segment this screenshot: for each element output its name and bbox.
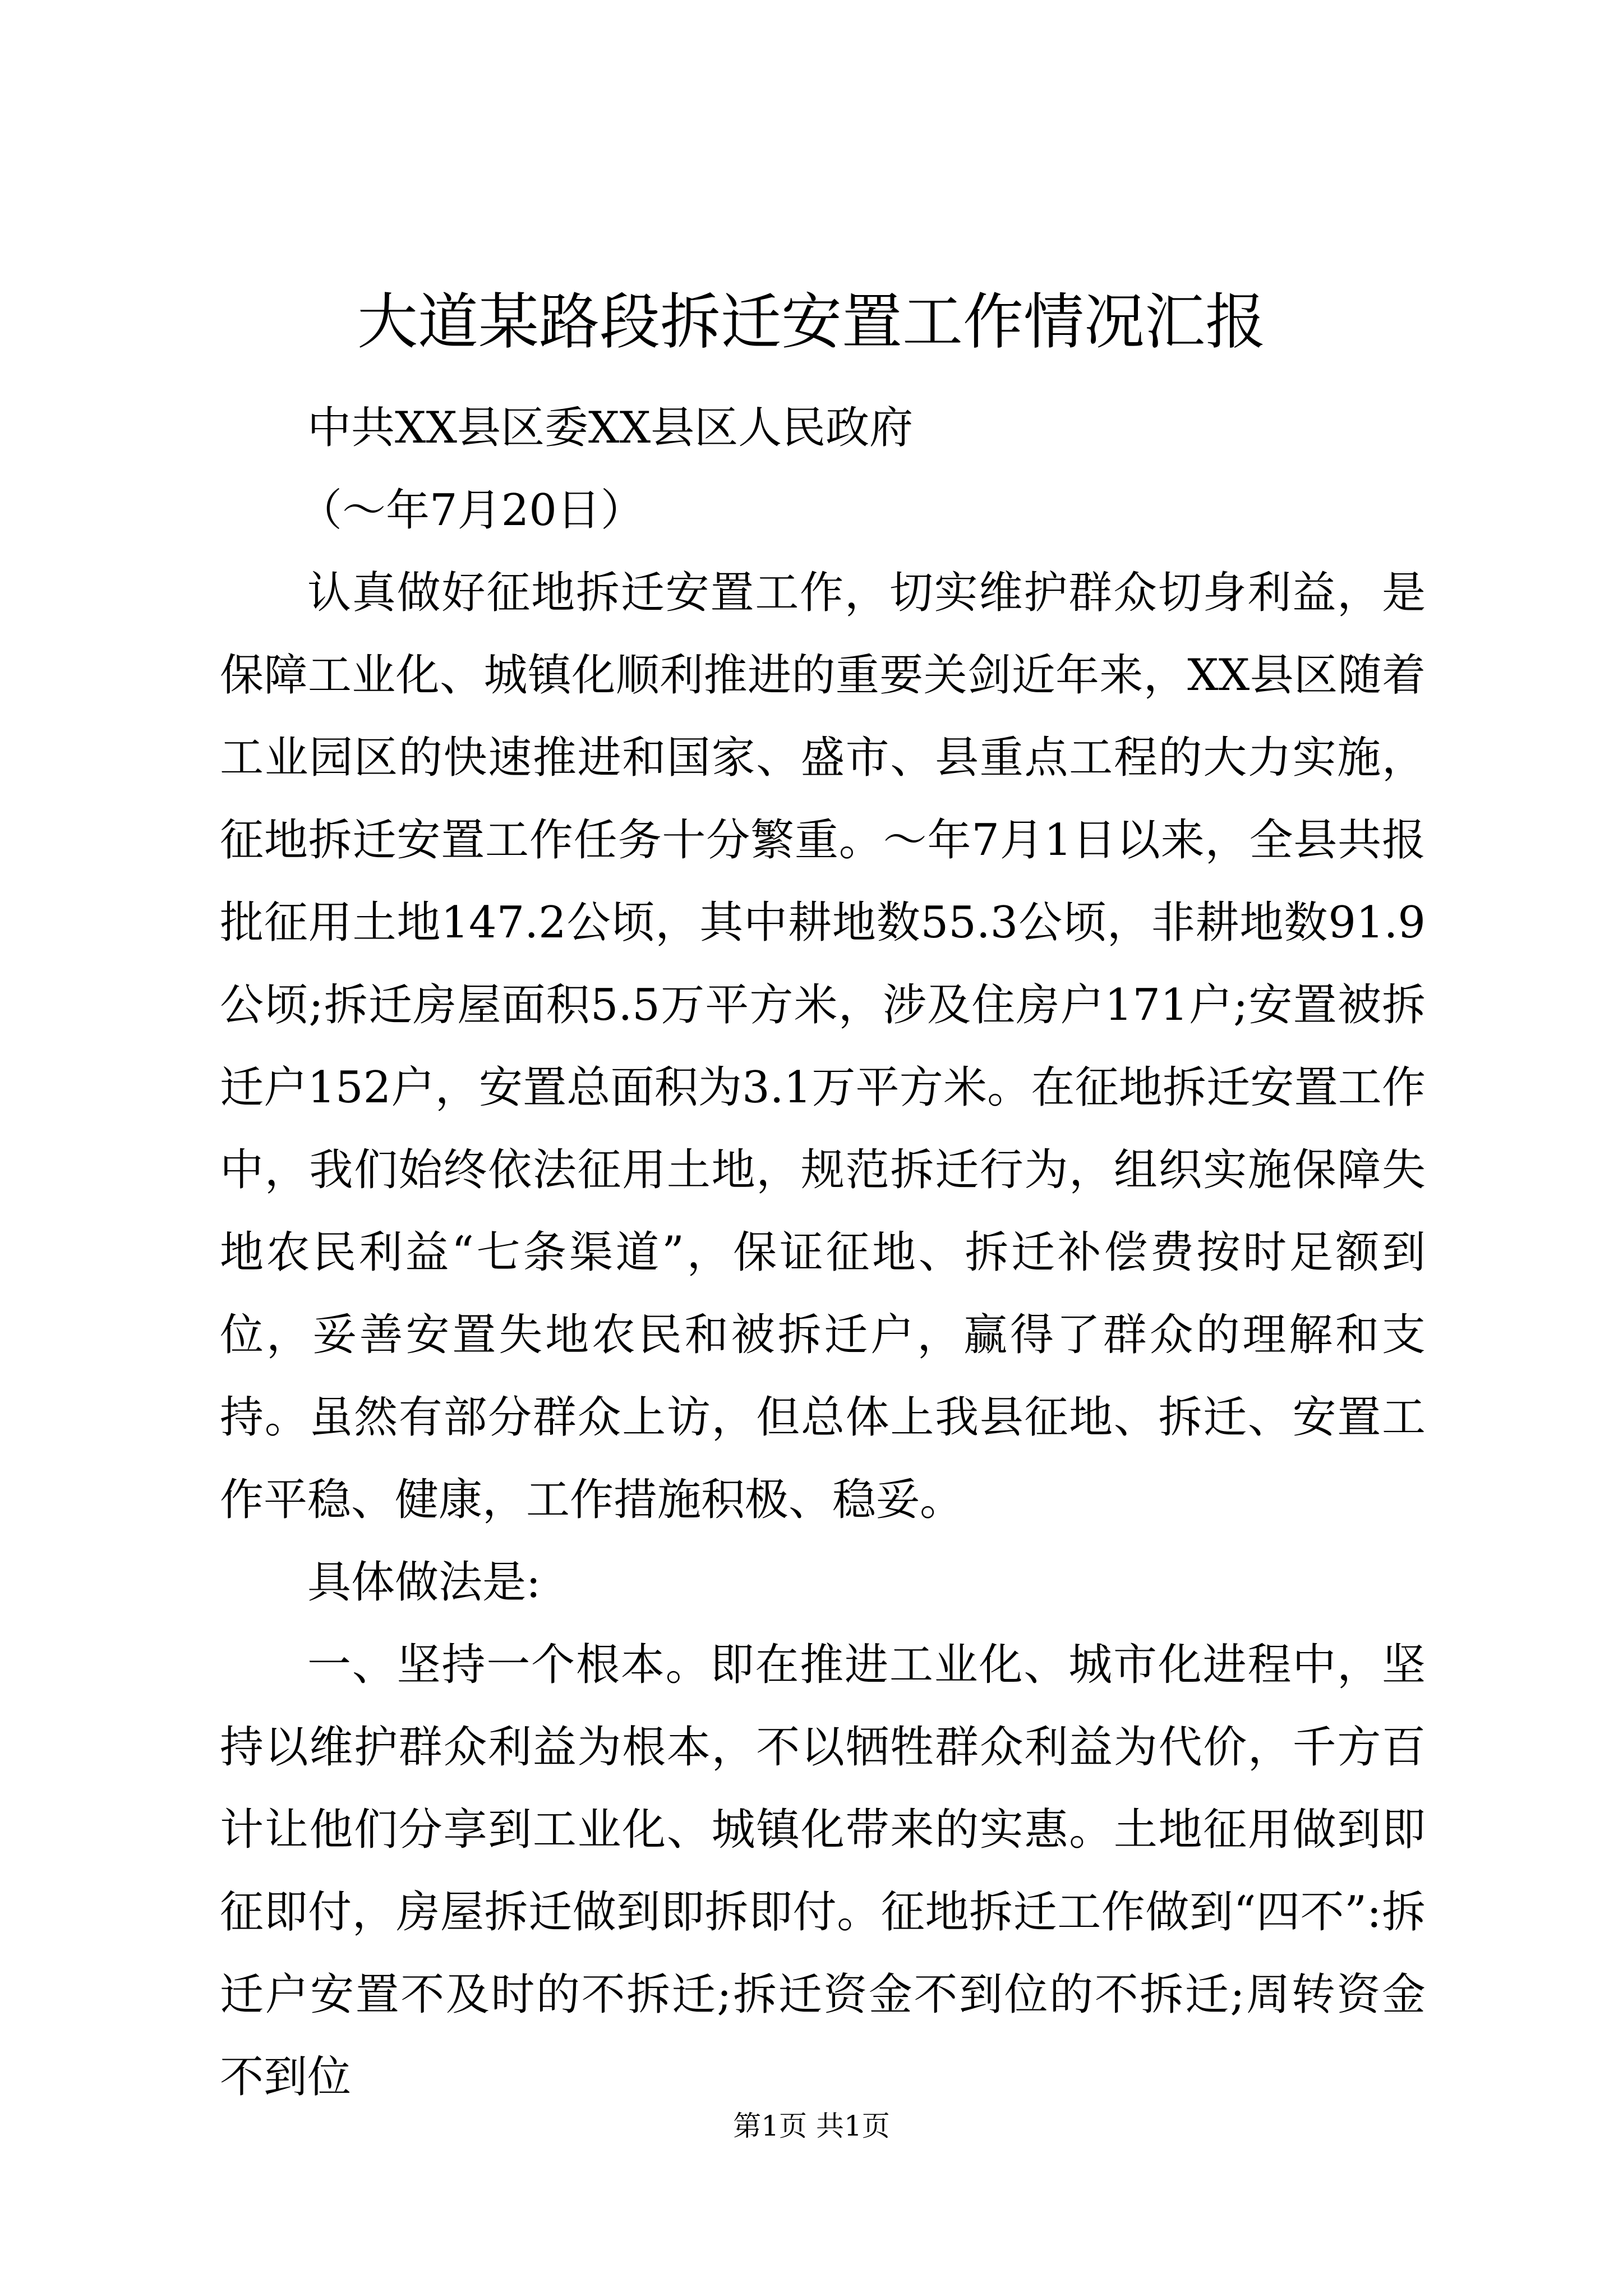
document-title: 大道某路段拆迁安置工作情况汇报 xyxy=(357,287,1266,357)
paragraph: 具体做法是: xyxy=(307,1557,541,1608)
issuer-line: 中共XX县区委XX县区人民政府 xyxy=(307,403,914,453)
page-number-footer: 第1页 共1页 xyxy=(733,2110,890,2142)
date-line: （～年7月20日） xyxy=(298,485,644,536)
paragraph: 一、坚持一个根本。即在推进工业化、城市化进程中，坚持以维护群众利益为根本，不以牺牲群众利益为代价，千方百计让他们分享到工业化、城镇化带来的实惠。土地征用做到即征即付，房屋拆迁做到即拆即付。征地拆迁工作做到“四不”:拆迁户安置不及时的不拆迁;拆迁资金不到位的不拆迁;周转资金不到位 xyxy=(220,1640,1426,2102)
document-body xyxy=(220,387,1426,2119)
paragraph: 认真做好征地拆迁安置工作，切实维护群众切身利益，是保障工业化、城镇化顺利推进的重要关剑近年来，XX县区随着工业园区的快速推进和国家、盛市、县重点工程的大力实施，征地拆迁安置工作任务十分繁重。～年7月1日以来，全县共报批征用土地147.2公顷，其中耕地数55.3公顷，非耕地数91.9公顷;拆迁房屋面积5.5万平方米，涉及住房户171户;安置被拆迁户152户，安置总面积为3.1万平方米。在征地拆迁安置工作中，我们始终依法征用土地，规范拆迁行为，组织实施保障失地农民利益“七条渠道”，保证征地、拆迁补偿费按时足额到位，妥善安置失地农民和被拆迁户，赢得了群众的理解和支持。虽然有部分群众上访，但总体上我县征地、拆迁、安置工作平稳、健康，工作措施积极、稳妥。 xyxy=(220,568,1426,1525)
